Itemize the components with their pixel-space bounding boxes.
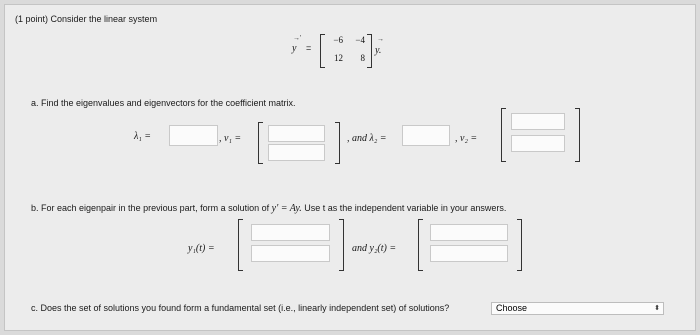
- matrix-cell: −4: [355, 35, 365, 45]
- v2-bottom-input[interactable]: [511, 135, 565, 152]
- y1-top-input[interactable]: [251, 224, 330, 241]
- select-value: Choose: [496, 303, 528, 313]
- part-c-prompt: c. Does the set of solutions you found form a fundamental set (i.e., linearly independent set) of solutions?: [31, 303, 450, 313]
- v2-top-input[interactable]: [511, 113, 565, 130]
- y2-left-bracket: [418, 219, 423, 271]
- y2-right-bracket: [517, 219, 522, 271]
- part-b-prompt-end: Use t as the independent variable in your answers.: [304, 203, 507, 213]
- v2-label: , v₂ =: [455, 133, 478, 144]
- v1-label: , v₁ =: [219, 133, 242, 144]
- matrix-cell: 8: [360, 53, 365, 63]
- problem-panel: [4, 4, 696, 331]
- matrix-left-bracket: [320, 34, 325, 68]
- fundamental-set-select[interactable]: [491, 302, 664, 315]
- y1-label: y₁(t) =: [188, 243, 215, 254]
- part-b-prompt-start: b. For each eigenpair in the previous part, form a solution of: [31, 203, 270, 213]
- v2-right-bracket: [575, 108, 580, 162]
- lambda2-input[interactable]: [402, 125, 450, 146]
- y-arrow: →: [377, 35, 384, 43]
- system-equals: =: [306, 43, 312, 53]
- v1-left-bracket: [258, 122, 263, 164]
- v1-bottom-input[interactable]: [268, 144, 325, 161]
- updown-arrow-icon: ⬍: [654, 305, 660, 312]
- y1-left-bracket: [238, 219, 243, 271]
- matrix-cell: −6: [333, 35, 343, 45]
- matrix-cell: 12: [334, 53, 343, 63]
- y1-right-bracket: [339, 219, 344, 271]
- lambda1-label: λ₁ =: [134, 131, 152, 142]
- system-lhs: y: [292, 43, 297, 54]
- y2-label: and y₂(t) =: [352, 243, 397, 254]
- y1-bottom-input[interactable]: [251, 245, 330, 262]
- v2-left-bracket: [501, 108, 506, 162]
- y2-bottom-input[interactable]: [430, 245, 508, 262]
- y2-top-input[interactable]: [430, 224, 508, 241]
- part-b-prompt: [31, 203, 506, 214]
- lambda2-label: , and λ₂ =: [347, 133, 387, 144]
- y-prime-arrow: →': [293, 34, 302, 42]
- system-rhs: y.: [375, 45, 382, 56]
- matrix-right-bracket: [367, 34, 372, 68]
- problem-intro: (1 point) Consider the linear system: [15, 14, 158, 24]
- lambda1-input[interactable]: [169, 125, 218, 146]
- v1-top-input[interactable]: [268, 125, 325, 142]
- part-a-prompt: a. Find the eigenvalues and eigenvectors for the coefficient matrix.: [31, 98, 296, 108]
- part-b-equation: y' = Ay.: [271, 203, 302, 214]
- v1-right-bracket: [335, 122, 340, 164]
